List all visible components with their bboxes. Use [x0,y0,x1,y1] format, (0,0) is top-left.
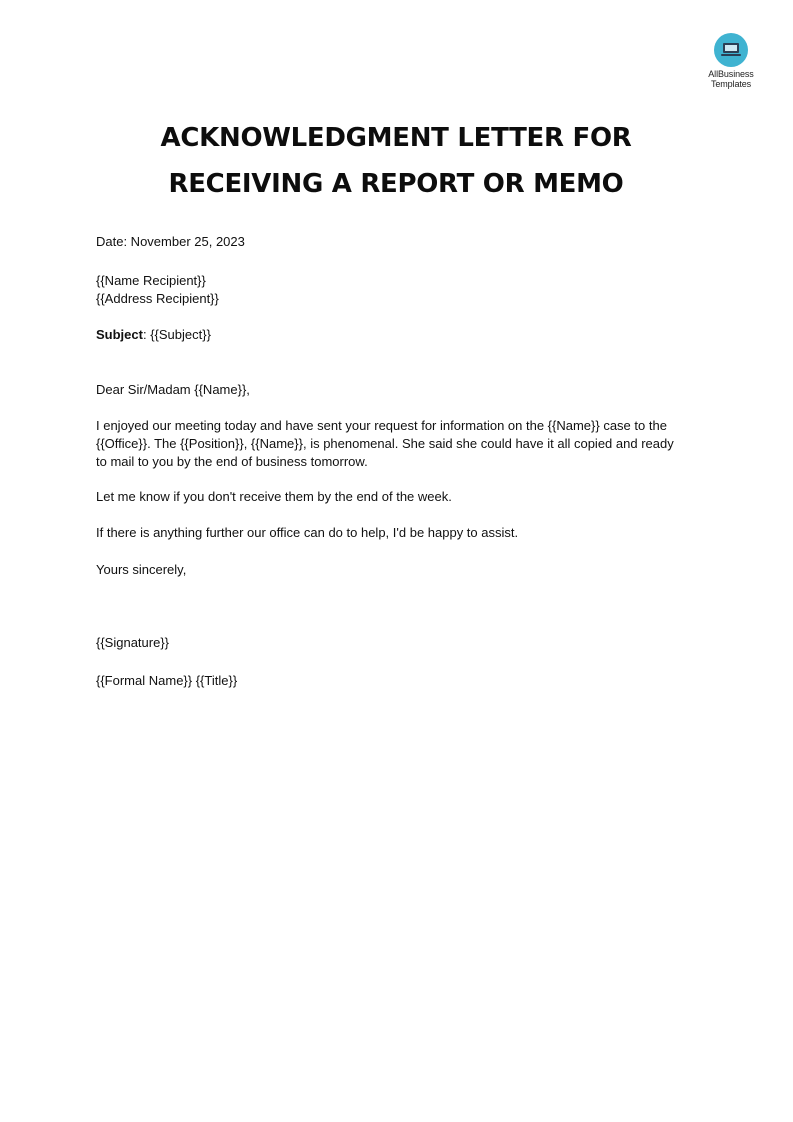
title-line1: ACKNOWLEDGMENT LETTER FOR [160,123,632,153]
paragraph-1-line-3: to mail to you by the end of business tomorrow. [96,454,368,469]
signature-placeholder: {{Signature}} [96,635,170,650]
subject-line [96,326,696,344]
paragraph-1-line-2: {{Office}}. The {{Position}}, {{Name}}, is phenomenal. She said she could have it all copied and ready [96,436,674,451]
paragraph-1 [96,417,696,471]
recipient-address: {{Address Recipient}} [96,291,219,306]
paragraph-2: Let me know if you don't receive them by the end of the week. [96,489,452,504]
title-line2: RECEIVING A REPORT OR MEMO [168,169,624,199]
subject-label: Subject [96,327,143,342]
letter-date: Date: November 25, 2023 [96,234,245,249]
salutation: Dear Sir/Madam {{Name}}, [96,382,250,397]
subject-value: : {{Subject}} [142,327,211,342]
paragraph-3: If there is anything further our office can do to help, I'd be happy to assist. [96,525,519,540]
closing: Yours sincerely, [96,562,187,577]
laptop-icon [714,33,748,67]
paragraph-1-line-1: I enjoyed our meeting today and have sent your request for information on the {{Name}} case to the [96,418,667,433]
recipient-name: {{Name Recipient}} [96,273,206,288]
allbusiness-logo [698,33,764,89]
logo-line2: Templates [710,79,752,89]
formal-name: {{Formal Name}} {{Title}} [96,673,238,688]
logo-line1: AllBusiness [708,69,754,79]
document-title [96,115,696,207]
